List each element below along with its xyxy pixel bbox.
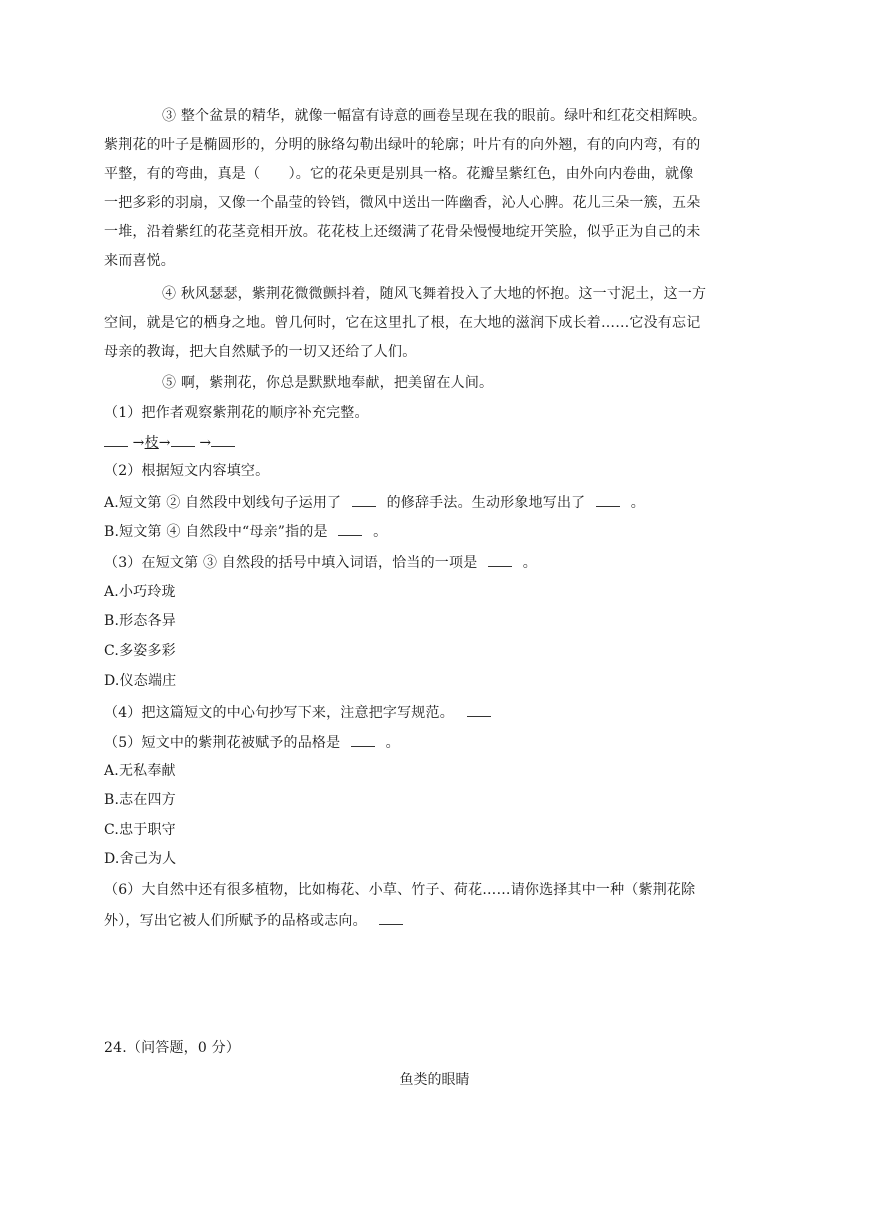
question-5-option-b[interactable]: B.志在四方 [104,792,176,808]
paragraph-4-line-3: 母亲的教诲，把大自然赋予的一切又还给了人们。 [104,344,417,360]
paragraph-3-line-6: 来而喜悦。 [104,253,175,269]
answer-blank-q2b[interactable] [338,521,362,536]
question-2-a-text-1: A.短文第 ② 自然段中划线句子运用了 [104,495,342,511]
question-5-prompt [104,732,764,753]
question-2-a-text-3: 。 [630,495,645,511]
question-5-text-1: （5）短文中的紫荆花被赋予的品格是 [104,735,341,751]
answer-blank-q4[interactable] [467,702,491,717]
arrow-2: → [158,435,171,451]
paragraph-4-line-2: 空间，就是它的栖身之地。曾几何时，它在这里扎了根，在大地的滋润下成长着……它没有忘记 [104,315,701,331]
question-5-text-2: 。 [385,735,400,751]
answer-blank-q2a-2[interactable] [596,492,620,507]
paragraph-5: ⑤ 啊，紫荆花，你总是默默地奉献，把美留在人间。 [162,375,494,391]
question-4-text: （4）把这篇短文的中心句抄写下来，注意把字写规范。 [104,705,454,721]
answer-blank-q3[interactable] [488,552,512,567]
arrow-1: → [132,435,145,451]
paragraph-4-line-1: ④ 秋风瑟瑟，紫荆花微微颤抖着，随风飞舞着投入了大地的怀抱。这一寸泥土，这一方 [162,286,707,302]
paragraph-3-line-1: ③ 整个盆景的精华，就像一幅富有诗意的画卷呈现在我的眼前。绿叶和红花交相辉映。 [162,108,707,124]
answer-blank-q6[interactable] [379,910,403,925]
question-2-a [104,492,764,513]
question-5-option-d[interactable]: D.舍己为人 [104,851,177,867]
question-3-text-2: 。 [522,555,537,571]
question-3-option-c[interactable]: C.多姿多彩 [104,643,176,659]
question-2-b-text-1: B.短文第 ④ 自然段中“母亲”指的是 [104,524,328,540]
question-1-prompt: （1）把作者观察紫荆花的顺序补充完整。 [104,405,369,421]
paragraph-3-line-5: 一堆，沿着紫红的花茎竞相开放。花花枝上还缀满了花骨朵慢慢地绽开笑脸，似乎正为自己的未 [104,224,701,240]
paragraph-3-line-3: 平整，有的弯曲，真是（ ）。它的花朵更是别具一格。花瓣呈紫红色，由外向内卷曲，就像 [104,166,694,182]
question-5-option-c[interactable]: C.忠于职守 [104,822,176,838]
question-2-b-text-2: 。 [373,524,388,540]
answer-blank-q5[interactable] [351,732,375,747]
question-3-option-b[interactable]: B.形态各异 [104,613,176,629]
answer-blank-1[interactable] [104,432,128,447]
arrow-3: → [199,435,212,451]
question-4-prompt [104,702,764,723]
answer-blank-q2a-1[interactable] [352,492,376,507]
question-3-option-d[interactable]: D.仪态端庄 [104,673,177,689]
question-6-line-2 [104,910,764,931]
question-2-a-text-2: 的修辞手法。生动形象地写出了 [386,495,586,511]
question-24-header: 24.（问答题，0 分） [104,1040,241,1056]
passage-title: 鱼类的眼睛 [399,1072,470,1088]
question-1-sequence [104,432,764,453]
question-2-prompt: （2）根据短文内容填空。 [104,463,270,479]
paragraph-3-line-4: 一把多彩的羽扇，又像一个晶莹的铃铛，微风中送出一阵幽香，沁人心脾。花儿三朵一簇，五朵 [104,195,701,211]
answer-blank-3[interactable] [211,432,235,447]
sequence-stem: 枝 [144,435,159,451]
question-6-text: 外），写出它被人们所赋予的品格或志向。 [104,913,367,929]
question-5-option-a[interactable]: A.无私奉献 [104,763,176,779]
question-6-line-1: （6）大自然中还有很多植物，比如梅花、小草、竹子、荷花……请你选择其中一种（紫荆花除 [104,882,696,898]
paragraph-3-line-2: 紫荆花的叶子是椭圆形的，分明的脉络勾勒出绿叶的轮廓；叶片有的向外翘，有的向内弯，有的 [104,137,701,153]
question-3-option-a[interactable]: A.小巧玲珑 [104,584,176,600]
answer-blank-2[interactable] [171,432,195,447]
question-3-prompt [104,552,764,573]
question-2-b [104,521,764,542]
question-3-text-1: （3）在短文第 ③ 自然段的括号中填入词语，恰当的一项是 [104,555,478,571]
